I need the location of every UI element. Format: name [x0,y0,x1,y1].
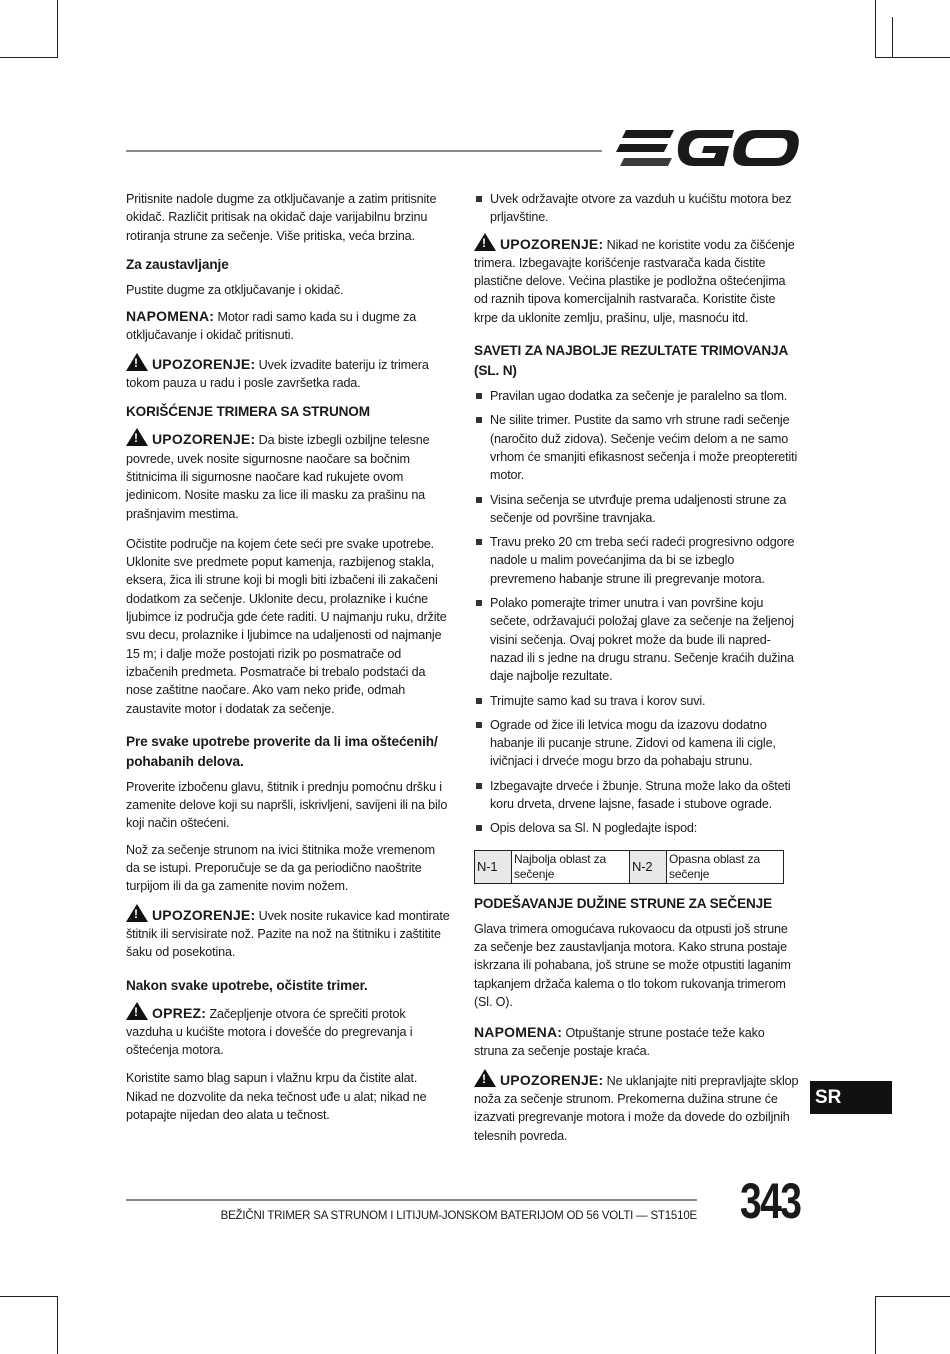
warning [126,904,451,962]
list-item: Ograde od žice ili letvica mogu da izazovu dodatno habanje ili pucanje strune. Zidovi od kamena ili cigle, ivičnjaci i drveće mogu brzo da pohabaju strunu. [474,716,799,771]
language-tab: SR [810,1081,892,1114]
list-item: Uvek održavajte otvore za vazduh u kućištu motora bez prljavštine. [474,190,799,227]
warning-text: Ne uklanjajte niti prepravljajte sklop noža za sečenje strunom. Prekomerna dužina strune će izazvati pregrevanje motora i može da dovede do ozbiljnih telesnih povreda. [474,1073,799,1143]
heading-stop: Za zaustavljanje [126,256,229,272]
caution-label: OPREZ: [152,1004,207,1021]
ego-logo [616,128,800,175]
footer-rule [126,1199,697,1201]
list-item: Ne silite trimer. Pustite da samo vrh strune radi sečenje (naročito duž zidova). Sečenje većim delom a ne samo vrhom će smanjiti efikasnost sečenja i može preopteretiti motor. [474,411,799,484]
warning-label: UPOZORENJE: [500,1071,604,1088]
caution-text: Začepljenje otvora će sprečiti protok vazduha u kućište motora i dovešće do pregrevanja i oštećenja motora. [126,1006,413,1058]
warning-text: Da biste izbegli ozbiljne telesne povrede, uvek nosite sigurnosne naočare sa bočnim štitnicima ili sigurnosne naočare kad rukujete ovom jedinicom. Nosite masku za lice ili masku za prašinu na prašnjavim mestima. [126,433,430,521]
warning [126,428,451,522]
paragraph: Očistite područje na kojem ćete seći pre svake upotrebe. Uklonite sve predmete poput kamenja, razbijenog stakla, eksera, žica ili strune koji bi mogli biti izbačeni ili zakačeni dodatkom za sečenje. Uklonite decu, prolaznike i kućne ljubimce iz područja gde ćete raditi. U najmanju ruku, držite svu decu, prolaznike i ljubimce na udaljenosti od najmanje 15 m; i dalje može postojati rizik po posmatrače od izbačenih predmeta. Posmatrače bi trebalo podstaći da nose zaštitne naočare. Ako vam neko priđe, odmah zaustavite motor i dodatak za sečenje. [126,536,447,716]
note-label: NAPOMENA: [474,1024,563,1041]
note [474,1023,799,1061]
paragraph: Glava trimera omogućava rukovaocu da otpusti još strune za sečenje bez zaustavljanja motora. Kako struna postaje iskrzana ili pohabana, još strune se može otpustiti laganim tapkanjem držača kalema o tlo tokom rukovanja trimerom (Sl. O). [474,921,791,1009]
caution [126,1002,451,1060]
warning-icon [126,904,148,922]
list-item: Visina sečenja se utvrđuje prema udaljenosti strune za sečenje od površine travnjaka. [474,491,799,528]
warning-icon [474,233,496,251]
crop-mark [57,1296,58,1354]
warning-label: UPOZORENJE: [500,235,604,252]
note-text: Otpuštanje strune postaće teže kako struna za sečenje postaje kraća. [474,1026,765,1059]
warning-text: Uvek nosite rukavice kad montirate štitnik ili servisirate nož. Pazite na nož na štitniku i zaštitite šaku od posekotina. [126,908,450,960]
table-cell: Opasna oblast za sečenje [667,850,784,883]
crop-mark [0,1296,58,1297]
warning-icon [126,428,148,446]
warning-text: Uvek izvadite bateriju iz trimera tokom pauza u radu i posle završetka rada. [126,357,429,391]
crop-mark [892,17,893,58]
table-cell: N-1 [475,850,512,883]
paragraph: Pritisnite nadole dugme za otključavanje a zatim pritisnite okidač. Različit pritisak na okidač daje varijabilnu brzinu rotiranja strune za sečenje. Više pritiska, veća brzina. [126,192,437,243]
parts-table [474,850,784,884]
crop-mark [57,0,58,58]
list-item: Izbegavajte drveće i žbunje. Struna može lako da ošteti koru drveta, drvene lajsne, fasade i stubove ograde. [474,777,799,814]
crop-mark [875,1296,876,1354]
warning-icon [474,1069,496,1087]
page-number: 343 [740,1173,801,1229]
table-row [475,850,784,883]
note [126,307,451,345]
list-item: Opis delova sa Sl. N pogledajte ispod: [474,819,799,837]
crop-mark [875,0,876,58]
paragraph: Pustite dugme za otključavanje i okidač. [126,282,344,297]
crop-mark [875,57,950,58]
warning-text: Nikad ne koristite vodu za čišćenje trimera. Izbegavajte korišćenje rastvarača kada čistite plastične delove. Većina plastike je podložna oštećenjima od raznih tipova komercijalnih rastvarača. Koristite čiste krpe da uklonite zemlju, prašinu, ulje, masnoću itd. [474,237,795,325]
heading-adjust: PODEŠAVANJE DUŽINE STRUNE ZA SEČENJE [474,895,772,911]
warning-label: UPOZORENJE: [152,431,256,448]
paragraph: Koristite samo blag sapun i vlažnu krpu da čistite alat. Nikad ne dozvolite da neka tečnost uđe u alat; nikad ne potapajte nijedan deo alata u tečnost. [126,1071,427,1122]
list-item: Polako pomerajte trimer unutra i van površine koju sečete, održavajući položaj glave za sečenje na željenoj visini sečenja. Ovaj pokret može da bude ili napred-nazad ili s jedne na drugu stranu. Sečenje kraćih dužina daje najbolje rezultate. [474,594,799,685]
crop-mark [875,1296,950,1297]
bullet-list [474,190,799,227]
warning-label: UPOZORENJE: [152,906,256,923]
heading-tips: SAVETI ZA NAJBOLJE REZULTATE TRIMOVANJA (SL. N) [474,343,788,379]
warning [474,1069,799,1145]
caution-icon [126,1002,148,1020]
tips-list [474,387,799,838]
table-cell: Najbolja oblast za sečenje [512,850,630,883]
warning-label: UPOZORENJE: [152,355,256,372]
warning [126,353,451,393]
crop-mark [0,57,58,58]
footer-title: BEŽIČNI TRIMER SA STRUNOM I LITIJUM-JONSKOM BATERIJOM OD 56 VOLTI — ST1510E [220,1210,697,1222]
table-cell: N-2 [630,850,667,883]
note-label: NAPOMENA: [126,308,215,325]
right-column [474,190,799,1153]
note-text: Motor radi samo kada su i dugme za otključavanje i okidač pritisnuti. [126,310,417,343]
paragraph: Proverite izbočenu glavu, štitnik i prednju pomoćnu dršku i zamenite delove koji su napršli, iskrivljeni, savijeni ili na bilo koji način oštećeni. [126,779,448,831]
warning [474,233,799,327]
list-item: Pravilan ugao dodatka za sečenje je paralelno sa tlom. [474,387,799,405]
heading-after-use: Nakon svake upotrebe, očistite trimer. [126,977,368,993]
list-item: Travu preko 20 cm treba seći radeći progresivno odgore nadole u malim povećanjima da bi se izbeglo prevremeno habanje strune ili pregrevanje motora. [474,533,799,588]
heading-use: KORIŠĆENJE TRIMERA SA STRUNOM [126,404,370,420]
warning-icon [126,353,148,371]
header-rule [126,150,602,152]
heading-check: Pre svake upotrebe proverite da li ima oštećenih/ pohabanih delova. [126,733,438,769]
list-item: Trimujte samo kad su trava i korov suvi. [474,692,799,710]
left-column [126,190,451,1132]
paragraph: Nož za sečenje strunom na ivici štitnika može vremenom da se istupi. Preporučuje se da ga periodično naoštrite turpijom ili da ga zamenite novim nožem. [126,842,435,894]
